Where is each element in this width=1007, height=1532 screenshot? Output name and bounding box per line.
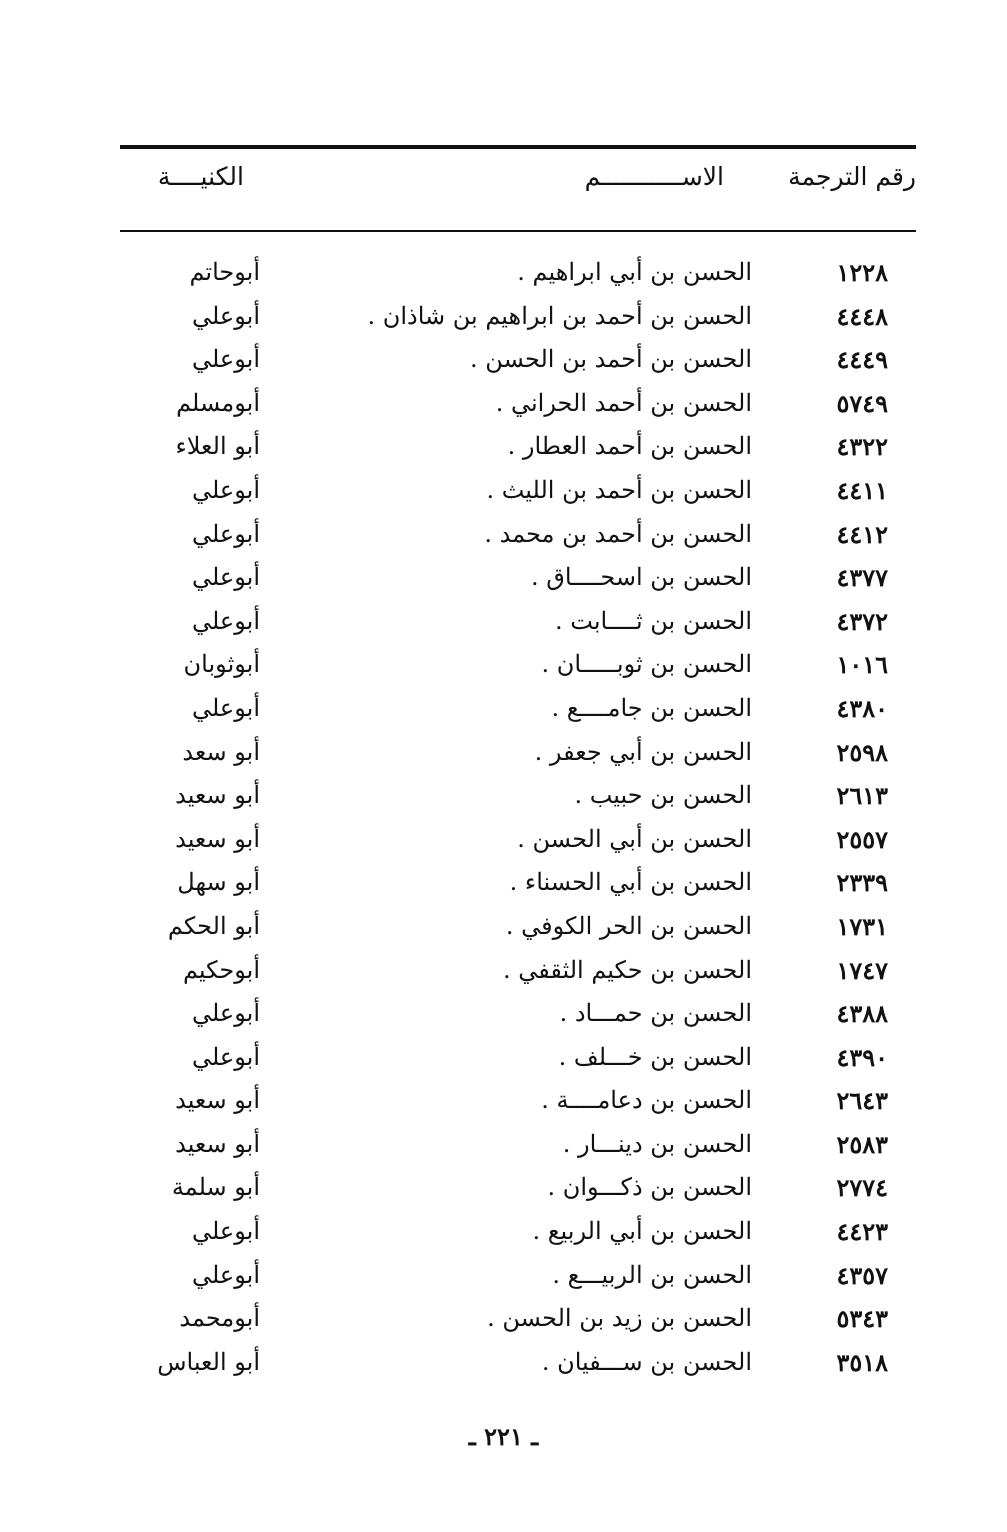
entry-number: ٤٣٢٢ bbox=[836, 432, 888, 462]
entry-kunya: أبو سعيد bbox=[175, 824, 260, 853]
entry-number: ٤٤٢٣ bbox=[836, 1217, 888, 1247]
entry-number: ٢٥٨٣ bbox=[836, 1129, 888, 1159]
entry-number: ٢٣٣٩ bbox=[836, 868, 888, 898]
entry-number: ٤٤٤٩ bbox=[836, 345, 888, 375]
table-row bbox=[120, 1341, 916, 1385]
header-kunya: الكنيــــة bbox=[157, 162, 244, 191]
table-row bbox=[120, 731, 916, 775]
header-name: الاســـــــــــم bbox=[584, 162, 724, 191]
table-row bbox=[120, 469, 916, 513]
table-row bbox=[120, 338, 916, 382]
entry-kunya: أبو سعد bbox=[182, 737, 260, 766]
entry-name: الحسن بن أبي ابراهيم . bbox=[517, 258, 752, 286]
entry-number: ٤٣٩٠ bbox=[836, 1042, 888, 1072]
table-row bbox=[120, 382, 916, 426]
entry-name: الحسن بن ســـفيان . bbox=[541, 1347, 752, 1376]
entry-name: الحسن بن أحمد بن ابراهيم بن شاذان . bbox=[367, 301, 752, 330]
entry-name: الحسن بن اسحــــاق . bbox=[531, 563, 752, 592]
entry-kunya: أبوعلي bbox=[191, 693, 260, 722]
entry-kunya: أبو سعيد bbox=[175, 781, 260, 810]
table-row bbox=[120, 905, 916, 949]
entry-name: الحسن بن جامــــع . bbox=[551, 693, 752, 722]
table-row bbox=[120, 861, 916, 905]
entry-kunya: أبومحمد bbox=[179, 1304, 260, 1333]
table-row bbox=[120, 1254, 916, 1298]
table-row bbox=[120, 818, 916, 862]
table-row bbox=[120, 1079, 916, 1123]
entry-name: الحسن بن حكيم الثقفي . bbox=[502, 955, 752, 984]
table-row bbox=[120, 556, 916, 600]
entry-kunya: أبو العباس bbox=[157, 1347, 260, 1376]
entry-name: الحسن بن حمـــاد . bbox=[559, 999, 752, 1028]
entry-name: الحسن بن دينـــار . bbox=[562, 1129, 752, 1158]
entry-kunya: أبوعلي bbox=[191, 519, 260, 548]
entry-number: ١٧٣١ bbox=[836, 911, 888, 941]
entry-kunya: أبو الحكم bbox=[167, 911, 260, 940]
table-row bbox=[120, 774, 916, 818]
top-rule bbox=[120, 145, 916, 149]
entry-kunya: أبوحاتم bbox=[189, 258, 260, 286]
entry-number: ٤٤١٢ bbox=[836, 519, 888, 549]
table-row bbox=[120, 992, 916, 1036]
entry-name: الحسن بن أبي الربيع . bbox=[532, 1217, 752, 1246]
table-header bbox=[120, 162, 916, 212]
entry-name: الحسن بن أحمد بن الحسن . bbox=[470, 345, 752, 374]
entry-kunya: أبوعلي bbox=[191, 999, 260, 1028]
entry-number: ٢٦١٣ bbox=[836, 781, 888, 811]
entry-name: الحسن بن الحر الكوفي . bbox=[505, 911, 752, 940]
page-number: ـ ٢٢١ ـ bbox=[468, 1422, 539, 1451]
header-entry-number: رقم الترجمة bbox=[788, 162, 916, 191]
entry-number: ٤٣٨٨ bbox=[836, 999, 888, 1029]
entry-name: الحسن بن أبي الحسن . bbox=[517, 824, 752, 853]
entry-number: ١٢٢٨ bbox=[836, 258, 888, 287]
table-row bbox=[120, 1123, 916, 1167]
entry-kunya: أبوحكيم bbox=[182, 955, 260, 984]
table-row bbox=[120, 1210, 916, 1254]
entry-number: ٣٥١٨ bbox=[836, 1347, 888, 1377]
entry-number: ٢٥٥٧ bbox=[836, 824, 888, 854]
entry-number: ٤٣٨٠ bbox=[836, 693, 888, 723]
entry-name: الحسن بن الربيـــع . bbox=[552, 1260, 752, 1289]
entry-number: ١٠١٦ bbox=[836, 650, 888, 680]
entry-number: ٥٧٤٩ bbox=[836, 388, 888, 418]
table-row bbox=[120, 425, 916, 469]
entry-name: الحسن بن أبي الحسناء . bbox=[509, 868, 752, 897]
entry-number: ٤٣٥٧ bbox=[836, 1260, 888, 1290]
entry-number: ٤٣٧٢ bbox=[836, 606, 888, 636]
entry-kunya: أبو سعيد bbox=[175, 1129, 260, 1158]
entry-number: ١٧٤٧ bbox=[836, 955, 888, 985]
entry-kunya: أبو سلمة bbox=[171, 1173, 260, 1202]
entry-kunya: أبوعلي bbox=[191, 606, 260, 635]
table-row bbox=[120, 513, 916, 557]
entry-name: الحسن بن دعامــــة . bbox=[541, 1086, 752, 1115]
entry-kunya: أبوعلي bbox=[191, 301, 260, 330]
entry-number: ٥٣٤٣ bbox=[836, 1304, 888, 1334]
table-row bbox=[120, 643, 916, 687]
entry-number: ٤٤١١ bbox=[836, 475, 888, 505]
entry-kunya: أبوثوبان bbox=[183, 650, 260, 679]
entry-kunya: أبوعلي bbox=[191, 475, 260, 504]
entry-kunya: أبومسلم bbox=[176, 388, 260, 417]
entry-number: ٤٣٧٧ bbox=[836, 563, 888, 593]
table-row bbox=[120, 251, 916, 295]
table-row bbox=[120, 600, 916, 644]
entry-kunya: أبو سهل bbox=[177, 868, 260, 897]
table-row bbox=[120, 687, 916, 731]
table-row bbox=[120, 1036, 916, 1080]
entry-name: الحسن بن ثــــابت . bbox=[555, 606, 752, 635]
entry-name: الحسن بن ذكـــوان . bbox=[547, 1173, 752, 1202]
table-row bbox=[120, 1166, 916, 1210]
entry-name: الحسن بن أحمد الحراني . bbox=[495, 388, 752, 417]
entry-kunya: أبوعلي bbox=[191, 1217, 260, 1246]
entry-number: ٢٦٤٣ bbox=[836, 1086, 888, 1116]
entry-kunya: أبو العلاء bbox=[175, 432, 260, 461]
entry-kunya: أبو سعيد bbox=[175, 1086, 260, 1115]
index-table bbox=[120, 251, 916, 1384]
entry-name: الحسن بن أحمد بن محمد . bbox=[484, 519, 752, 548]
entry-number: ٤٤٤٨ bbox=[836, 301, 888, 331]
entry-kunya: أبوعلي bbox=[191, 345, 260, 374]
entry-name: الحسن بن زيد بن الحسن . bbox=[487, 1304, 752, 1333]
entry-kunya: أبوعلي bbox=[191, 1042, 260, 1071]
entry-name: الحسن بن أبي جعفر . bbox=[534, 737, 752, 766]
table-row bbox=[120, 949, 916, 993]
entry-name: الحسن بن حبيب . bbox=[574, 781, 752, 810]
entry-name: الحسن بن أحمد بن الليث . bbox=[486, 475, 752, 504]
table-row bbox=[120, 1297, 916, 1341]
entry-name: الحسن بن خـــلف . bbox=[558, 1042, 752, 1071]
entry-kunya: أبوعلي bbox=[191, 1260, 260, 1289]
entry-kunya: أبوعلي bbox=[191, 563, 260, 592]
entry-name: الحسن بن أحمد العطار . bbox=[507, 432, 752, 461]
entry-number: ٢٧٧٤ bbox=[836, 1173, 888, 1203]
header-rule bbox=[120, 230, 916, 232]
entry-name: الحسن بن ثوبـــــان . bbox=[541, 650, 752, 679]
entry-number: ٢٥٩٨ bbox=[836, 737, 888, 767]
table-row bbox=[120, 295, 916, 339]
